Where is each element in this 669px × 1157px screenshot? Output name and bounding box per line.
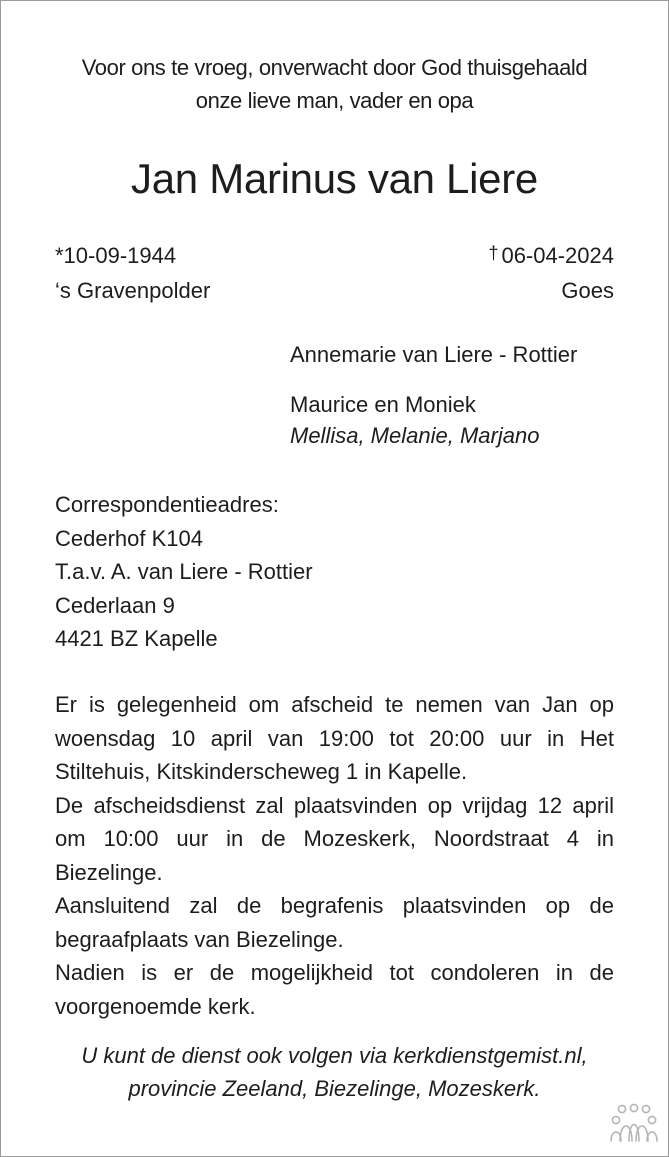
address-line: Cederhof K104: [55, 525, 203, 551]
address-line: 4421 BZ Kapelle: [55, 626, 218, 651]
correspondence-address: [55, 488, 313, 656]
people-group-icon: [609, 1103, 659, 1143]
dates-block: [55, 239, 614, 307]
birth-date: *10-09-1944: [55, 243, 177, 268]
body-paragraph: Nadien is er de mogelijkheid tot condoleren in de voorgenoemde kerk.: [55, 960, 614, 1019]
intro-line-2: onze lieve man, vader en opa: [195, 88, 474, 113]
death-date-group: [488, 239, 614, 274]
body-paragraph: De afscheidsdienst zal plaatsvinden op vrijdag 12 april om 10:00 uur in de Mozeskerk, Noordstraat 4 in Biezelinge.: [55, 792, 614, 885]
family-children: Maurice en Moniek: [290, 392, 476, 417]
death-date: 06-04-2024: [501, 243, 614, 268]
body-paragraph: Aansluitend zal de begrafenis plaatsvinden op de begraafplaats van Biezelinge.: [55, 893, 614, 952]
intro-text: [1, 51, 668, 117]
birth-place: ‘s Gravenpolder: [55, 278, 211, 303]
family-block: [290, 339, 577, 451]
service-details: [55, 688, 614, 1023]
address-line: T.a.v. A. van Liere - Rottier: [55, 559, 313, 584]
cross-icon: †: [488, 243, 499, 263]
intro-line-1: Voor ons te vroeg, onverwacht door God thuisgehaald: [81, 55, 588, 80]
stream-info: [1, 1039, 668, 1105]
body-paragraph: Er is gelegenheid om afscheid te nemen van Jan op woensdag 10 april van 19:00 tot 20:00 uur in Het Stiltehuis, Kitskinderscheweg 1 in Kapelle.: [55, 692, 614, 784]
family-wife: Annemarie van Liere - Rottier: [290, 342, 578, 367]
death-place: Goes: [561, 278, 614, 303]
stream-line-1: U kunt de dienst ook volgen via kerkdienstgemist.nl,: [81, 1043, 588, 1068]
address-line: Cederlaan 9: [55, 592, 175, 618]
stream-line-2: provincie Zeeland, Biezelinge, Mozeskerk.: [128, 1076, 541, 1101]
address-label: Correspondentieadres:: [55, 492, 279, 517]
deceased-name: Jan Marinus van Liere: [131, 155, 538, 202]
family-grandchildren: Mellisa, Melanie, Marjano: [290, 423, 540, 448]
